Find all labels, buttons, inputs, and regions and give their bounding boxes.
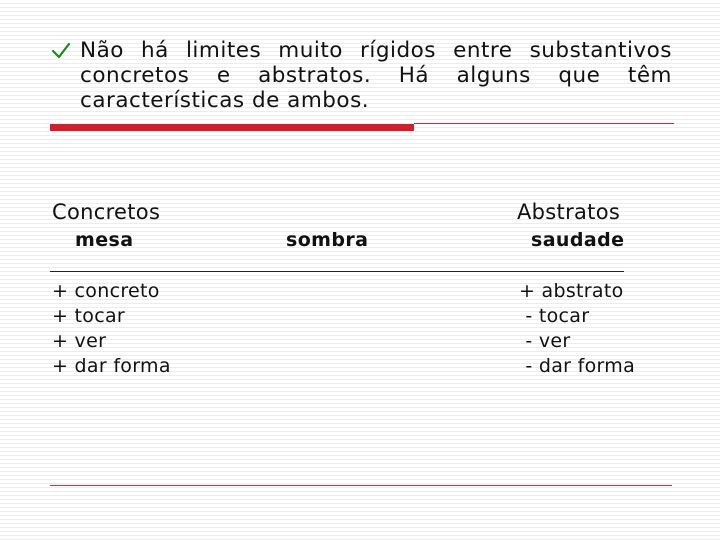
scale-word-sombra: sombra — [286, 229, 369, 251]
abstratos-traits-list — [519, 279, 635, 379]
list-item: + tocar — [52, 305, 126, 327]
red-accent-rule — [50, 124, 414, 131]
scale-underline — [50, 271, 624, 272]
checkmark-bullet-icon — [50, 40, 72, 62]
list-item: + dar forma — [52, 355, 171, 377]
thin-divider-top — [414, 123, 674, 124]
scale-word-saudade: saudade — [531, 229, 625, 251]
intro-paragraph: Não há limites muito rígidos entre substantivos concretos e abstratos. Há alguns que têm características de ambos. — [80, 38, 672, 113]
scale-word-mesa: mesa — [75, 229, 134, 251]
concretos-traits-list — [52, 279, 171, 379]
list-item: + concreto — [52, 280, 160, 302]
column-header-concretos: Concretos — [52, 200, 161, 224]
list-item: + ver — [52, 330, 107, 352]
list-item: - ver — [519, 330, 571, 352]
list-item: - dar forma — [519, 355, 636, 377]
column-header-abstratos: Abstratos — [517, 200, 621, 224]
thin-divider-bottom — [50, 485, 672, 486]
list-item: - tocar — [519, 305, 590, 327]
list-item: + abstrato — [519, 280, 624, 302]
